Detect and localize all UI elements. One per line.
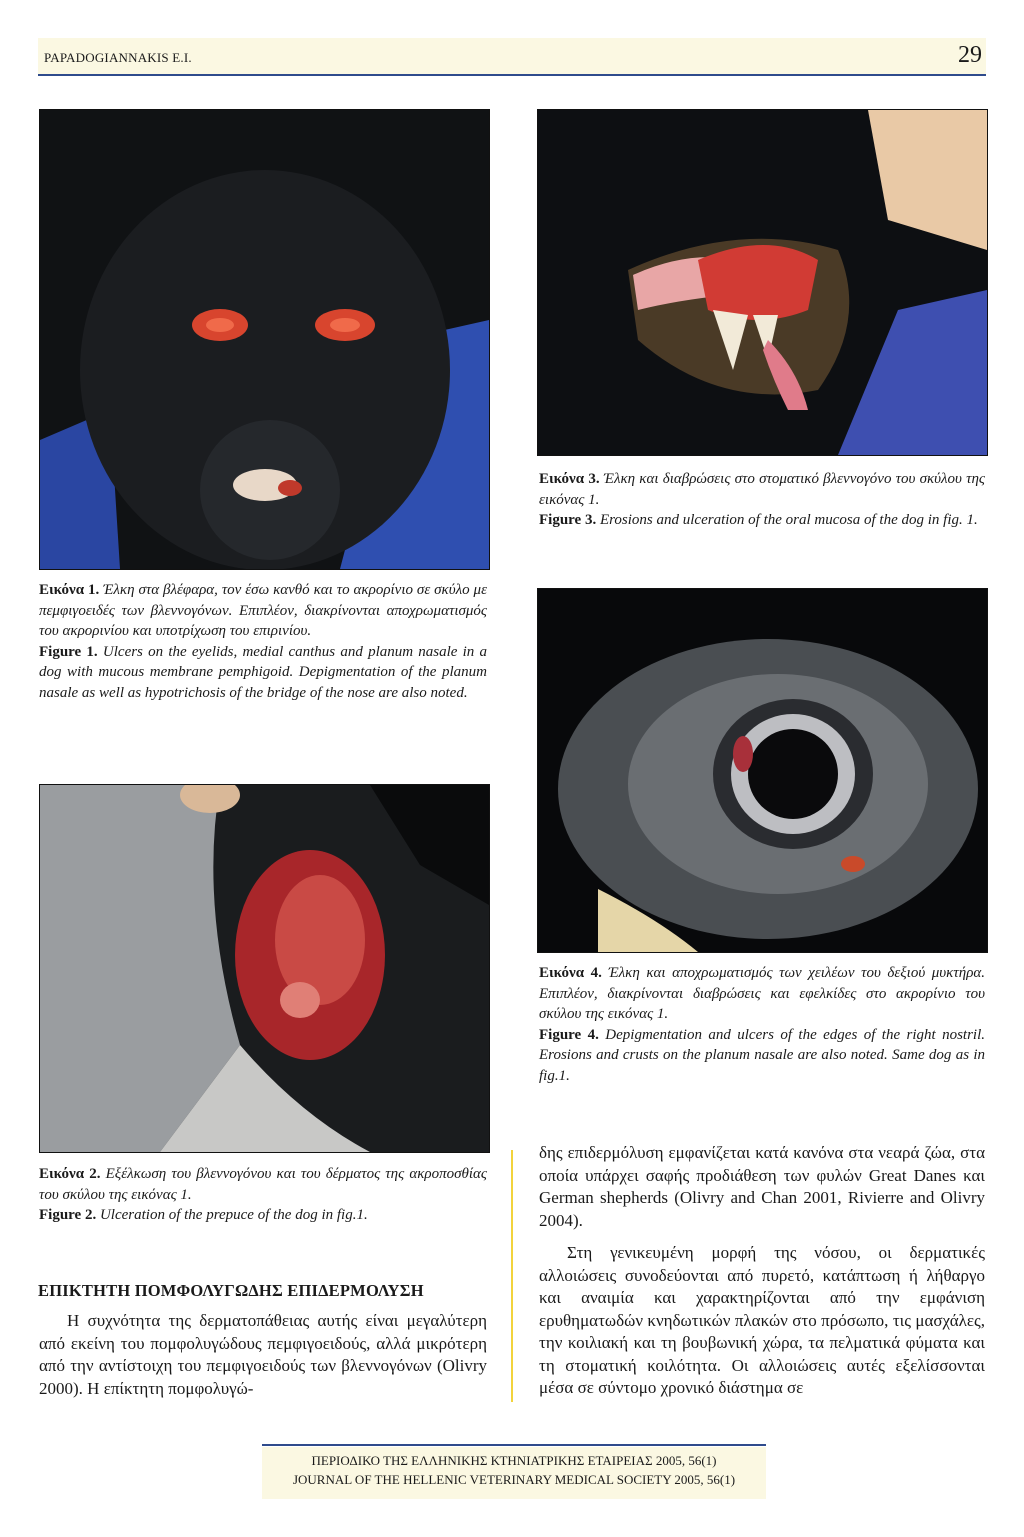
right-paragraph-2: Στη γενικευμένη μορφή της νόσου, οι δερματικές αλλοιώσεις συνοδεύονται από πυρετό, κατάπτωση ή λήθαργο και αναιμία και χαρακτηρίζονται από την εμφάνιση ερυθηματωδών κνηδωτικών πλακών στο πρόσωπο, τις μασχάλες, την κοιλιακή και τη βουβωνική χώρα, τα πελματικά φύματα και τη στοματική κοιλότητα. Οι αλλοιώσεις αυτές εξελίσσονται μέσα σε σύντομο χρονικό διάστημα σε — [539, 1243, 985, 1397]
figure-3-label-gr: Εικόνα 3. — [539, 471, 600, 487]
figure-1-caption — [39, 580, 487, 703]
figure-3-photo — [537, 109, 988, 456]
column-divider — [511, 1150, 513, 1402]
section-heading: ΕΠΙΚΤΗΤΗ ΠΟΜΦΟΛΥΓΩΔΗΣ ΕΠΙΔΕΡΜΟΛΥΣΗ — [38, 1281, 424, 1300]
figure-1-photo — [39, 109, 490, 570]
figure-2-text-gr: Εξέλκωση του βλεννογόνου και του δέρματος της ακροποσθίας του σκύλου της εικόνας 1. — [39, 1166, 487, 1203]
footer-rule — [262, 1444, 766, 1446]
running-header — [38, 38, 986, 76]
left-paragraph: Η συχνότητα της δερματοπάθειας αυτής είναι μεγαλύτερη από εκείνη του πομφολυγώδους πεμφιγοειδούς, αλλά μικρότερη από την αντίστοιχη του πεμφιγοειδούς των βλεννογόνων (Olivry 2000). Η επίκτητη πομφολυγώ- — [39, 1311, 487, 1398]
figure-4-photo — [537, 588, 988, 953]
figure-2-label-gr: Εικόνα 2. — [39, 1166, 101, 1182]
figure-2-label-en: Figure 2. — [39, 1207, 97, 1223]
figure-4-label-gr: Εικόνα 4. — [539, 965, 602, 981]
figure-3-label-en: Figure 3. — [539, 512, 597, 528]
header-author: PAPADOGIANNAKIS E.I. — [44, 50, 192, 65]
figure-2-photo — [39, 784, 490, 1153]
right-paragraph-1: δης επιδερμόλυση εμφανίζεται κατά κανόνα στα νεαρά ζώα, στα οποία υπάρχει σαφής προδιάθεση των φυλών Great Danes και German shepherds (Olivry and Chan 2001, Rivierre and Olivry 2004). — [539, 1143, 985, 1230]
figure-4-text-en: Depigmentation and ulcers of the edges of the right nostril. Erosions and crusts on the planum nasale are also noted. Same dog as in fig.1. — [539, 1026, 986, 1084]
journal-footer — [262, 1447, 766, 1499]
figure-4-text-gr: Έλκη και αποχρωματισμός των χειλέων του δεξιού μυκτήρα. Επιπλέον, διακρίνονται διαβρώσεις και εφελκίδες στο ακρορίνιο του σκύλου της εικόνας 1. — [539, 965, 986, 1022]
left-column-text — [39, 1310, 487, 1400]
figure-1-text-gr: Έλκη στα βλέφαρα, τον έσω κανθό και το ακρορίνιο σε σκύλο με πεμφιγοειδές των βλεννογόνων. Επιπλέον, διακρίνονται αποχρωματισμός του ακρορινίου και υποτρίχωση του επιρινίου. — [39, 582, 487, 639]
figure-1-label-gr: Εικόνα 1. — [39, 582, 100, 598]
footer-line-en: JOURNAL OF THE HELLENIC VETERINARY MEDICAL SOCIETY 2005, 56(1) — [292, 1472, 736, 1487]
figure-2-text-en: Ulceration of the prepuce of the dog in fig.1. — [99, 1207, 368, 1223]
figure-3-caption — [539, 469, 985, 531]
right-column-text — [539, 1142, 985, 1400]
footer-line-gr: ΠΕΡΙΟΔΙΚΟ ΤΗΣ ΕΛΛΗΝΙΚΗΣ ΚΤΗΝΙΑΤΡΙΚΗΣ ΕΤΑΙΡΕΙΑΣ 2005, 56(1) — [311, 1453, 717, 1468]
figure-1-label-en: Figure 1. — [39, 643, 98, 660]
figure-4-caption — [539, 963, 985, 1086]
figure-3-text-gr: Έλκη και διαβρώσεις στο στοματικό βλεννογόνο του σκύλου της εικόνας 1. — [539, 471, 986, 508]
page-number: 29 — [958, 42, 982, 68]
figure-2-caption — [39, 1164, 487, 1226]
figure-1-text-en: Ulcers on the eyelids, medial canthus and planum nasale in a dog with mucous membrane pemphigoid. Depigmentation of the planum nasale as well as hypotrichosis of the bridge of the nose are also noted. — [39, 643, 488, 701]
figure-4-label-en: Figure 4. — [539, 1026, 599, 1043]
figure-3-text-en: Erosions and ulceration of the oral mucosa of the dog in fig. 1. — [599, 512, 978, 528]
